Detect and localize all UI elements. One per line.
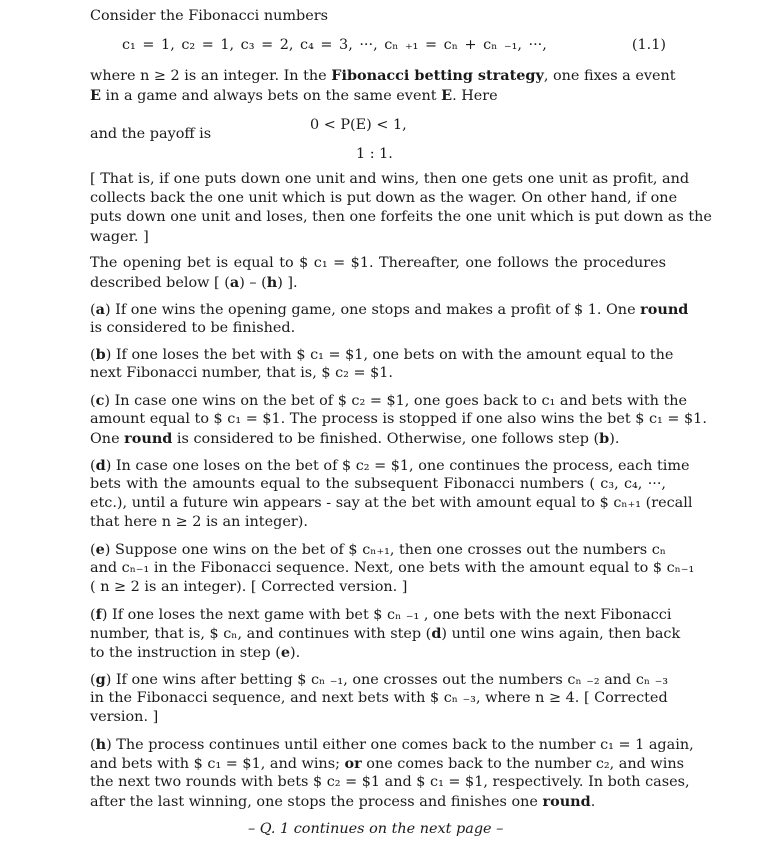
equation-number: (1.1) (631, 37, 666, 53)
paragraph-line: to the instruction in step (e). (90, 644, 301, 661)
step-a: (a) If one wins the opening game, one stops and makes a profit of $ 1. One round (90, 301, 689, 318)
paragraph-line: [ That is, if one puts down one unit and wins, then one gets one unit as profit, and (90, 171, 690, 187)
step-d: (d) In case one loses on the bet of $ c₂ = $1, one continues the process, each time (90, 457, 690, 474)
fibonacci-equation: c₁ = 1, c₂ = 1, c₃ = 2, c₄ = 3, ···, cₙ ₊₁ = cₙ + cₙ ₋₁, ···, (122, 37, 547, 53)
paragraph-line: etc.), until a future win appears - say at the bet with amount equal to $ cₙ₊₁ (recall (90, 495, 693, 511)
page-footer: – Q. 1 continues on the next page – (248, 821, 504, 837)
paragraph-line: next Fibonacci number, that is, $ c₂ = $1. (90, 365, 393, 381)
step-e: (e) Suppose one wins on the bet of $ cₙ₊₁, then one crosses out the numbers cₙ (90, 541, 666, 558)
paragraph-line: in the Fibonacci sequence, and next bets with $ cₙ ₋₃, where n ≥ 4. [ Corrected (90, 690, 668, 706)
paragraph-line: wager. ] (90, 229, 149, 245)
step-b: (b) If one loses the bet with $ c₁ = $1, one bets on with the amount equal to the (90, 346, 674, 363)
paragraph-line: where n ≥ 2 is an integer. In the Fibonacci betting strategy, one fixes a event (90, 67, 676, 84)
step-f: (f) If one loses the next game with bet $ cₙ ₋₁ , one bets with the next Fibonacci (90, 606, 672, 623)
paragraph-line: The opening bet is equal to $ c₁ = $1. Thereafter, one follows the procedures (90, 255, 666, 271)
paragraph-line: is considered to be finished. (90, 320, 296, 336)
paragraph-line: collects back the one unit which is put down as the wager. On other hand, if one (90, 190, 678, 206)
step-c: (c) In case one wins on the bet of $ c₂ = $1, one goes back to c₁ and bets with the (90, 392, 688, 409)
step-g: (g) If one wins after betting $ cₙ ₋₁, one crosses out the numbers cₙ ₋₂ and cₙ ₋₃ (90, 671, 669, 688)
step-h: (h) The process continues until either one comes back to the number c₁ = 1 again, (90, 736, 694, 753)
paragraph-line: after the last winning, one stops the process and finishes one round. (90, 793, 596, 810)
paragraph-line: described below [ (a) – (h) ]. (90, 274, 298, 291)
paragraph-line: number, that is, $ cₙ, and continues with step (d) until one wins again, then back (90, 625, 681, 642)
paragraph-line: ( n ≥ 2 is an integer). [ Corrected version. ] (90, 579, 408, 595)
paragraph-line: the next two rounds with bets $ c₂ = $1 and $ c₁ = $1, respectively. In both cases, (90, 774, 690, 790)
paragraph-line: bets with the amounts equal to the subsequent Fibonacci numbers ( c₃, c₄, ···, (90, 476, 666, 492)
paragraph-line: and bets with $ c₁ = $1, and wins; or one comes back to the number c₂, and wins (90, 755, 685, 772)
paragraph-line: puts down one unit and loses, then one forfeits the one unit which is put down as the (90, 209, 712, 225)
intro-line: Consider the Fibonacci numbers (90, 8, 329, 24)
payoff-label: and the payoff is (90, 126, 212, 142)
paragraph-line: E in a game and always bets on the same event E. Here (90, 87, 498, 104)
probability-inequality: 0 < P(E) < 1, (310, 117, 407, 133)
paragraph-line: One round is considered to be finished. Otherwise, one follows step (b). (90, 430, 620, 447)
paragraph-line: amount equal to $ c₁ = $1. The process is stopped if one also wins the bet $ c₁ = $1. (90, 411, 707, 427)
paragraph-line: that here n ≥ 2 is an integer). (90, 514, 308, 530)
paragraph-line: version. ] (90, 709, 159, 725)
paragraph-line: and cₙ₋₁ in the Fibonacci sequence. Next, one bets with the amount equal to $ cₙ₋₁ (90, 560, 695, 576)
payoff-ratio: 1 : 1. (356, 146, 393, 162)
